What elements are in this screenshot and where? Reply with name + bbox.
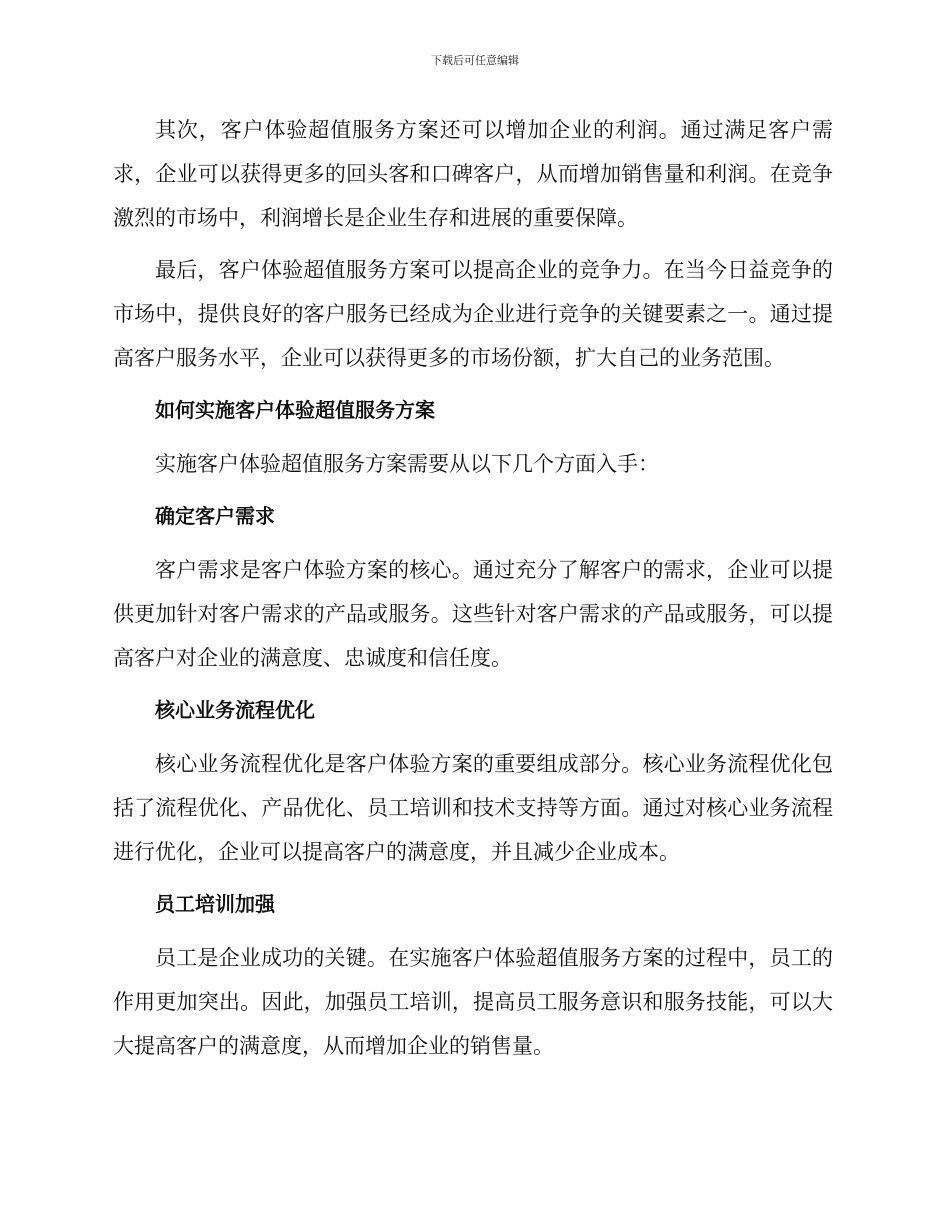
paragraph-process-optimization: 核心业务流程优化是客户体验方案的重要组成部分。核心业务流程优化包括了流程优化、产品优化、员工培训和技术支持等方面。通过对核心业务流程进行优化，企业可以提高客户的满意度，并且减少企业成本。	[113, 752, 833, 864]
heading-customer-needs: 确定客户需求	[155, 504, 275, 528]
page-header: 下载后可任意编辑	[431, 54, 519, 67]
document-body	[113, 108, 833, 1076]
heading-process-optimization: 核心业务流程优化	[155, 698, 315, 722]
paragraph-competitiveness: 最后，客户体验超值服务方案可以提高企业的竞争力。在当今日益竞争的市场中，提供良好的客户服务已经成为企业进行竞争的关键要素之一。通过提高客户服务水平，企业可以获得更多的市场份额，扩大自己的业务范围。	[113, 258, 833, 370]
heading-how-to-implement: 如何实施客户体验超值服务方案	[155, 398, 435, 422]
paragraph-staff-training: 员工是企业成功的关键。在实施客户体验超值服务方案的过程中，员工的作用更加突出。因此，加强员工培训，提高员工服务意识和服务技能，可以大大提高客户的满意度，从而增加企业的销售量。	[113, 946, 833, 1058]
heading-staff-training: 员工培训加强	[155, 892, 275, 916]
paragraph-profit: 其次，客户体验超值服务方案还可以增加企业的利润。通过满足客户需求，企业可以获得更多的回头客和口碑客户，从而增加销售量和利润。在竞争激烈的市场中，利润增长是企业生存和进展的重要保障。	[113, 118, 833, 230]
paragraph-customer-needs: 客户需求是客户体验方案的核心。通过充分了解客户的需求，企业可以提供更加针对客户需求的产品或服务。这些针对客户需求的产品或服务，可以提高客户对企业的满意度、忠诚度和信任度。	[113, 558, 833, 670]
paragraph-implementation-intro: 实施客户体验超值服务方案需要从以下几个方面入手：	[155, 452, 659, 476]
